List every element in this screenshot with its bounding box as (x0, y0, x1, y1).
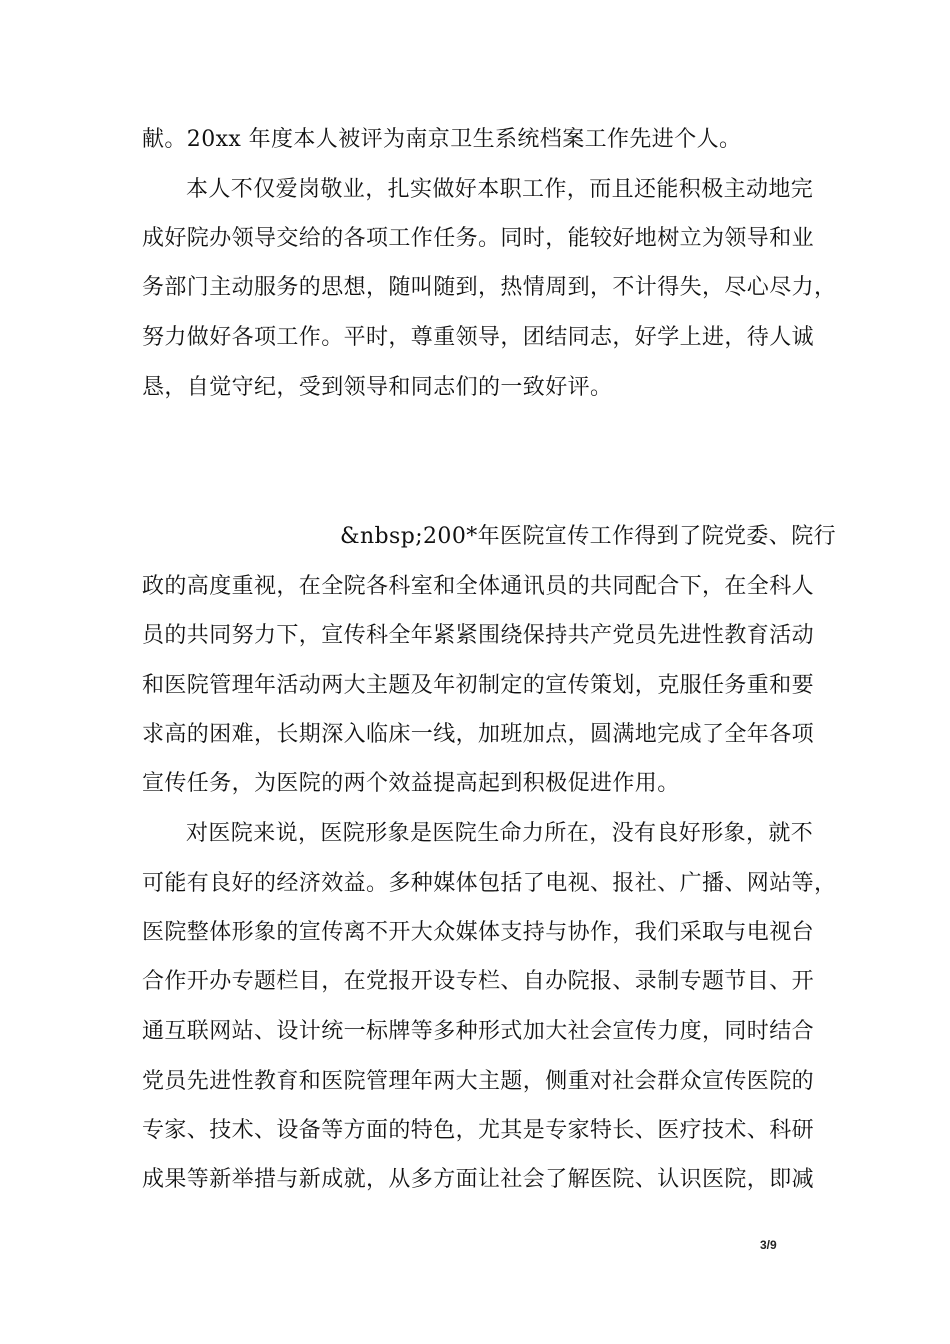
text-line: 成好院办领导交给的各项工作任务。同时，能较好地树立为领导和业 (142, 226, 815, 251)
text-line: 务部门主动服务的思想，随叫随到，热情周到，不计得失，尽心尽力， (142, 275, 837, 300)
text-line: 员的共同努力下，宣传科全年紧紧围绕保持共产党员先进性教育活动 (142, 623, 815, 648)
text-line: 党员先进性教育和医院管理年两大主题，侧重对社会群众宣传医院的 (142, 1069, 815, 1094)
text-line: 可能有良好的经济效益。多种媒体包括了电视、报社、广播、网站等， (142, 871, 837, 896)
text-line: 和医院管理年活动两大主题及年初制定的宣传策划，克服任务重和要 (142, 673, 815, 698)
text-line: 医院整体形象的宣传离不开大众媒体支持与协作，我们采取与电视台 (142, 920, 815, 945)
text-line: 求高的困难，长期深入临床一线，加班加点，圆满地完成了全年各项 (142, 722, 815, 747)
text-line: 专家、技术、设备等方面的特色，尤其是专家特长、医疗技术、科研 (142, 1118, 815, 1143)
text-line: 恳，自觉守纪，受到领导和同志们的一致好评。 (142, 375, 613, 400)
page-number: 3/9 (760, 1238, 777, 1252)
text-line: 宣传任务，为医院的两个效益提高起到积极促进作用。 (142, 771, 680, 796)
paragraph-first-line: 对医院来说，医院形象是医院生命力所在，没有良好形象，就不 (186, 821, 814, 846)
text-line: 政的高度重视，在全院各科室和全体通讯员的共同配合下，在全科人 (142, 574, 815, 599)
text-line: 合作开办专题栏目，在党报开设专栏、自办院报、录制专题节目、开 (142, 969, 815, 994)
paragraph-first-line: &nbsp;200*年医院宣传工作得到了院党委、院行 (340, 524, 837, 549)
paragraph-first-line: 本人不仅爱岗敬业，扎实做好本职工作，而且还能积极主动地完 (186, 177, 814, 202)
text-line: 献。20xx 年度本人被评为南京卫生系统档案工作先进个人。 (142, 127, 742, 152)
text-line: 成果等新举措与新成就，从多方面让社会了解医院、认识医院，即减 (142, 1167, 815, 1192)
text-line: 通互联网站、设计统一标牌等多种形式加大社会宣传力度，同时结合 (142, 1019, 815, 1044)
text-line: 努力做好各项工作。平时，尊重领导，团结同志，好学上进，待人诚 (142, 325, 815, 350)
